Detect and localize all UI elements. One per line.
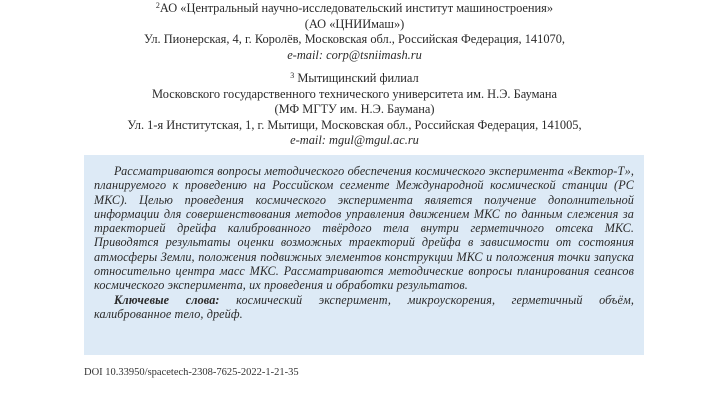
abstract	[94, 164, 634, 321]
affiliation-email[interactable]: e-mail: mgul@mgul.ac.ru	[290, 133, 419, 148]
abstract-box	[84, 155, 644, 355]
affiliation-name-line	[0, 1, 709, 17]
affiliation-abbreviation: (МФ МГТУ им. Н.Э. Баумана)	[274, 102, 435, 117]
affiliation-mf-mgtu	[0, 71, 709, 149]
keywords-list: космический эксперимент, микроускорения, герметичный объём, калиброванное тело, дрейф.	[94, 292, 634, 321]
affiliation-name-line	[0, 71, 709, 87]
keywords	[94, 293, 634, 322]
affiliation-tsniimash	[0, 1, 709, 63]
affiliation-name: АО «Центральный научно-исследовательский институт машиностроения»	[159, 1, 554, 15]
affiliation-email[interactable]: e-mail: corp@tsniimash.ru	[287, 47, 422, 62]
doi[interactable]: DOI 10.33950/spacetech-2308-7625-2022-1-21-35	[84, 367, 299, 378]
keywords-label: Ключевые слова:	[114, 292, 220, 307]
affiliation-university: Московского государственного технического университета им. Н.Э. Баумана	[152, 86, 557, 101]
affiliation-address: Ул. Пионерская, 4, г. Королёв, Московская обл., Российская Федерация, 141070,	[143, 32, 566, 47]
affiliation-abbreviation: (АО «ЦНИИмаш»)	[304, 16, 405, 31]
affiliation-mark: 2	[155, 1, 160, 10]
affiliation-address: Ул. 1-я Институтская, 1, г. Мытищи, Московская обл., Российская Федерация, 141005,	[127, 117, 582, 132]
abstract-paragraph: Рассматриваются вопросы методического обеспечения космического эксперимента «Вектор-Т», планируемого к проведению на Российском сегменте Международной космической станции (РС МКС). Целью проведения космического эксперимента является получение дополнительной информации для совершенствования методов управления движением МКС по данным слежения за траекторией дрейфа калиброванного твёрдого тела внутри герметичного отсека МКС. Приводятся результаты оценки возможных траекторий дрейфа в зависимости от состояния атмосферы Земли, положения подвижных элементов конструкции МКС и положения точки запуска относительно центра масс МКС. Рассматриваются методические вопросы планирования сеансов космического эксперимента, их проведения и обработки результатов.	[94, 164, 634, 293]
affiliation-mark: 3	[290, 71, 295, 80]
affiliation-name: Мытищинский филиал	[297, 71, 419, 85]
